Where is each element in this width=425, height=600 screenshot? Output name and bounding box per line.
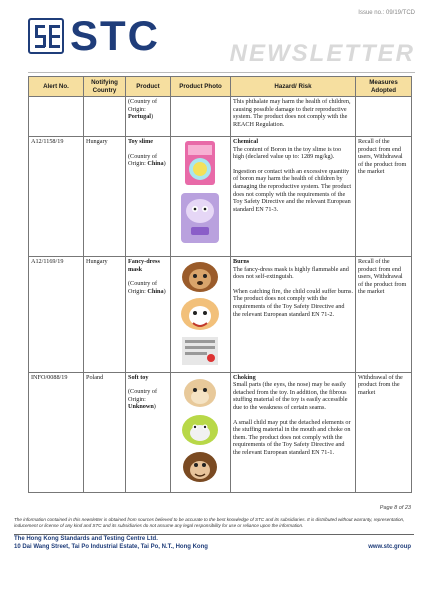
issue-number: Issue no.: 09/19/TCD <box>358 10 415 16</box>
product-name: Toy slime <box>128 138 154 145</box>
cell-country: Hungary <box>84 137 126 257</box>
header-divider <box>28 72 415 73</box>
cell-product <box>126 257 171 373</box>
cell-hazard <box>231 372 356 492</box>
col-header-alert: Alert No. <box>29 77 84 97</box>
cell-measures: Recall of the product from end users, Withdrawal of the product from the market <box>356 137 412 257</box>
cell-alert <box>29 97 84 137</box>
fancy-dress-mask-photo <box>175 259 225 367</box>
hazard-detail: When catching fire, the child could suffer burns. The product does not comply with the requirements of the Toy Safety Directive and the relevant European standard EN 71-2. <box>233 287 353 318</box>
cell-product <box>126 372 171 492</box>
hazard-description: Small parts (the eyes, the nose) may be easily detached from the toy. In addition, the fibrous stuffing material of the toy is easily accessible due to the weakness of certain seams. <box>233 381 348 411</box>
newsletter-title: NEWSLETTER <box>229 40 415 67</box>
cell-photo <box>171 97 231 137</box>
hazard-title: Chemical <box>233 138 259 145</box>
hazard-title: Burns <box>233 258 250 265</box>
col-header-photo: Product Photo <box>171 77 231 97</box>
alerts-table <box>28 76 412 493</box>
cell-hazard <box>231 137 356 257</box>
cell-product: (Country of Origin: Portugal) <box>126 97 171 137</box>
table-row <box>29 257 412 373</box>
hazard-description: The fancy-dress mask is highly flammable and does not self-extinguish. <box>233 265 349 281</box>
col-header-hazard: Hazard/ Risk <box>231 77 356 97</box>
cell-alert: INFO/0088/19 <box>29 372 84 492</box>
logo-text: STC <box>70 12 160 59</box>
hazard-description: The content of Boron in the toy slime is too high (declared value up to: 1289 mg/kg). <box>233 145 342 161</box>
toy-slime-photo <box>175 139 225 251</box>
disclaimer: The information contained in this newsletter is obtained from sources believed to be accurate to the best knowledge of STC and its subsidiaries. It is distributed without warranty, representation, inducement or license of any kind and STC and its subsidiaries do not assume any legal responsibility for use or reliance upon the information. <box>14 517 405 528</box>
cell-photo <box>171 372 231 492</box>
col-header-country: Notifying Country <box>84 77 126 97</box>
cell-hazard <box>231 257 356 373</box>
table-row-continuation <box>29 97 412 137</box>
col-header-measures: Measures Adopted <box>356 77 412 97</box>
soft-toy-photo <box>175 375 225 487</box>
stc-logo-mark <box>28 18 64 54</box>
product-origin: (Country of Origin: China) <box>128 280 166 295</box>
stc-logo <box>28 12 160 59</box>
footer-divider <box>14 534 414 535</box>
col-header-product: Product <box>126 77 171 97</box>
page-header <box>0 0 425 76</box>
page-number: Page 8 of 23 <box>379 505 411 511</box>
cell-measures: Recall of the product from end users, Withdrawal of the product from the market <box>356 257 412 373</box>
cell-alert: A12/1169/19 <box>29 257 84 373</box>
hazard-detail: Ingestion or contact with an excessive quantity of boron may harm the health of children by damaging the reproductive system. The product does not comply with the requirements of the Toy Safety Directive and the relevant European standard EN 71-3. <box>233 167 352 213</box>
company-name: The Hong Kong Standards and Testing Centre Ltd. <box>14 536 158 542</box>
cell-measures <box>356 97 412 137</box>
table-row <box>29 137 412 257</box>
cell-hazard: This phthalate may harm the health of children, causing possible damage to their reproductive system. The product does not comply with the REACH Regulation. <box>231 97 356 137</box>
table-header-row <box>29 77 412 97</box>
hazard-title: Choking <box>233 373 256 381</box>
product-name: Fancy-dress mask <box>128 258 160 273</box>
alerts-table-wrapper <box>28 76 411 493</box>
cell-country: Poland <box>84 372 126 492</box>
table-row <box>29 372 412 492</box>
cell-alert: A12/1158/19 <box>29 137 84 257</box>
product-name: Soft toy <box>128 373 149 381</box>
company-address: 10 Dai Wang Street, Tai Po Industrial Estate, Tai Po, N.T., Hong Kong <box>14 544 208 550</box>
cell-country: Hungary <box>84 257 126 373</box>
cell-photo <box>171 257 231 373</box>
product-origin: (Country of Origin: Unknown) <box>128 388 158 411</box>
product-origin: (Country of Origin: China) <box>128 152 166 168</box>
cell-photo <box>171 137 231 257</box>
website-link[interactable]: www.stc.group <box>368 544 411 550</box>
cell-country <box>84 97 126 137</box>
hazard-detail: A small child may put the detached elements or the stuffing material in the mouth and choke on them. The product does not comply with the requirements of the Toy Safety Directive and the relevant European standard EN 71-1. <box>233 418 351 456</box>
cell-product <box>126 137 171 257</box>
cell-measures: Withdrawal of the product from the market <box>356 372 412 492</box>
